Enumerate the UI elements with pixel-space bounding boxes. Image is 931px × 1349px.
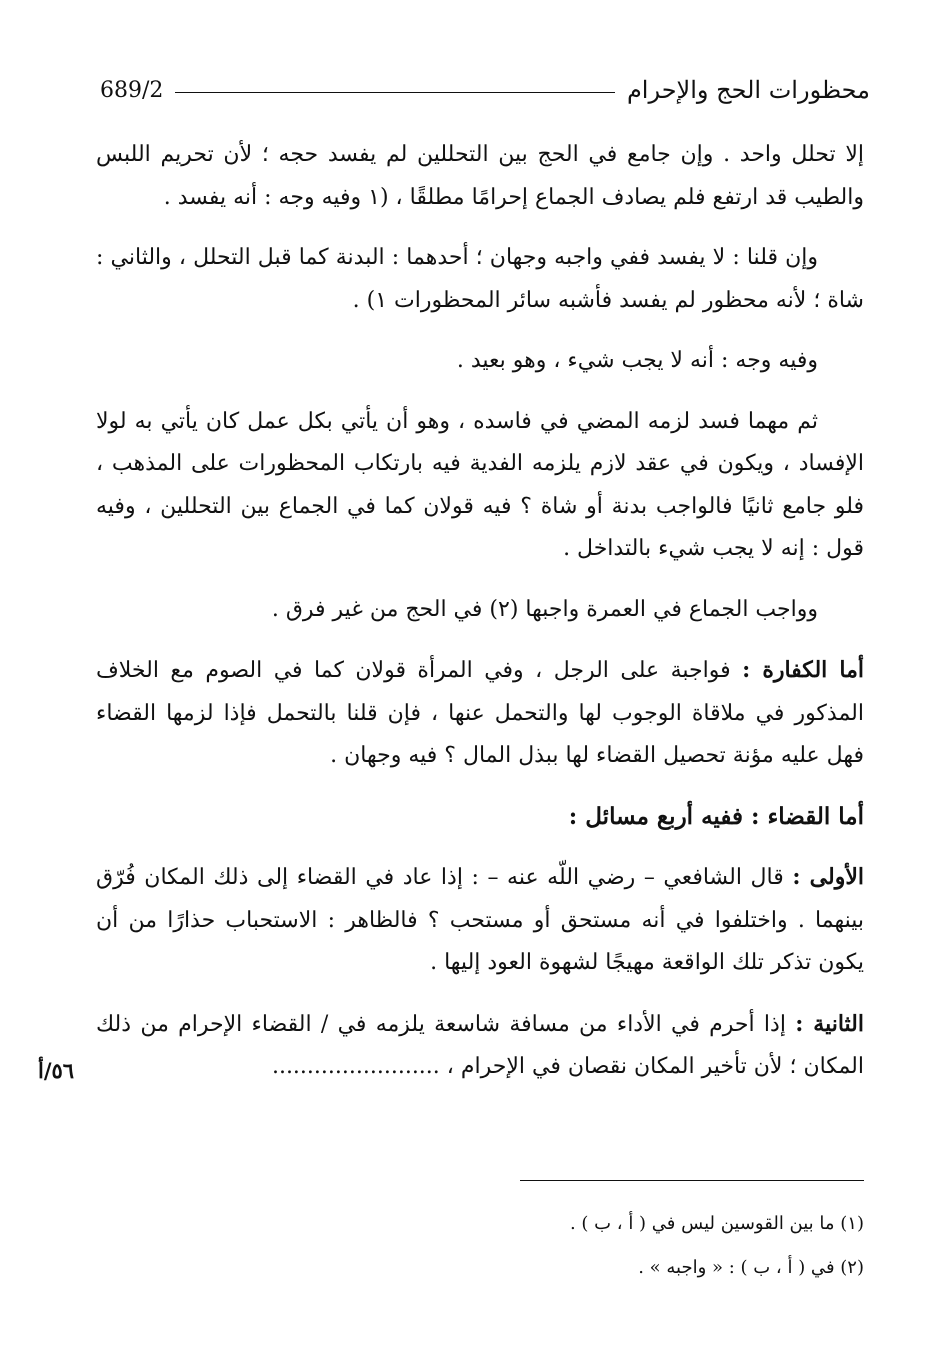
manuscript-folio-reference: ٥٦/أ: [38, 1058, 75, 1083]
paragraph-first-issue: [96, 856, 864, 985]
paragraph-2: وإن قلنا : لا يفسد ففي واجبه وجهان ؛ أحدهما : البدنة كما قبل التحلل ، والثاني : شاة ؛ لأنه محظور لم يفسد فأشبه سائر المحظورات ١) .: [96, 245, 864, 313]
page-number: 689/2: [100, 77, 164, 103]
second-issue-lead: الثانية :: [795, 1010, 864, 1037]
first-issue-text: قال الشافعي – رضي اللّه عنه – : إذا عاد في القضاء إلى ذلك المكان فُرّق بينهما . واختلفوا في أنه مستحق أو مستحب ؟ فالظاهر : الاستحباب حذارًا من أن يكون تذكر تلك الواقعة مهيجًا لشهوة العود إليها .: [96, 865, 864, 975]
qada-heading: أما القضاء : ففيه أربع مسائل :: [568, 802, 864, 830]
main-text: [96, 134, 864, 1107]
paragraph-5: وواجب الجماع في العمرة واجبها (٢) في الحج من غير فرق .: [271, 596, 818, 622]
footnote-2: (٢) في ( أ ، ب ) : « واجبه » .: [638, 1257, 864, 1278]
first-issue-lead: الأولى :: [792, 864, 864, 890]
paragraph-3: وفيه وجه : أنه لا يجب شيء ، وهو بعيد .: [456, 348, 818, 373]
footnote-1: (١) ما بين القوسين ليس في ( أ ، ب ) .: [569, 1213, 864, 1234]
paragraph-second-issue: [96, 1003, 864, 1089]
running-title: محظورات الحج والإحرام: [626, 76, 870, 104]
footnote-separator: [520, 1180, 864, 1181]
footnotes: [96, 1205, 864, 1293]
page-header: [100, 72, 870, 108]
header-rule: [175, 92, 615, 93]
paragraph-1: إلا تحلل واحد . وإن جامع في الحج بين التحللين لم يفسد حجه ؛ لأن تحريم اللبس والطيب قد ارتفع فلم يصادف الجماع إحرامًا مطلقًا ، (١ وفيه وجه : أنه يفسد .: [96, 142, 864, 210]
second-issue-text: إذا أحرم في الأداء من مسافة شاسعة يلزمه في / القضاء الإحرام من ذلك المكان ؛ لأن تأخير المكان نقصان في الإحرام ، ........................: [96, 1011, 864, 1079]
kaffara-lead: أما الكفارة :: [742, 657, 864, 683]
kaffara-text: فواجبة على الرجل ، وفي المرأة قولان كما في الصوم مع الخلاف المذكور في ملاقاة الوجوب لها والتحمل عنها ، فإن قلنا بالتحمل فإذا لزمها القضاء فهل عليه مؤنة تحصيل القضاء لها ببذل المال ؟ فيه وجهان .: [96, 658, 864, 768]
paragraph-4: ثم مهما فسد لزمه المضي في فاسده ، وهو أن يأتي بكل عمل كان يأتي به لولا الإفساد ، ويكون في عقد لازم يلزمه الفدية فيه بارتكاب المحظورات على المذهب ، فلو جامع ثانيًا فالواجب بدنة أو شاة ؟ فيه قولان كما في الجماع بين التحللين ، وفيه قول : إنه لا يجب شيء بالتداخل .: [96, 408, 864, 561]
paragraph-kaffara: [96, 649, 864, 778]
